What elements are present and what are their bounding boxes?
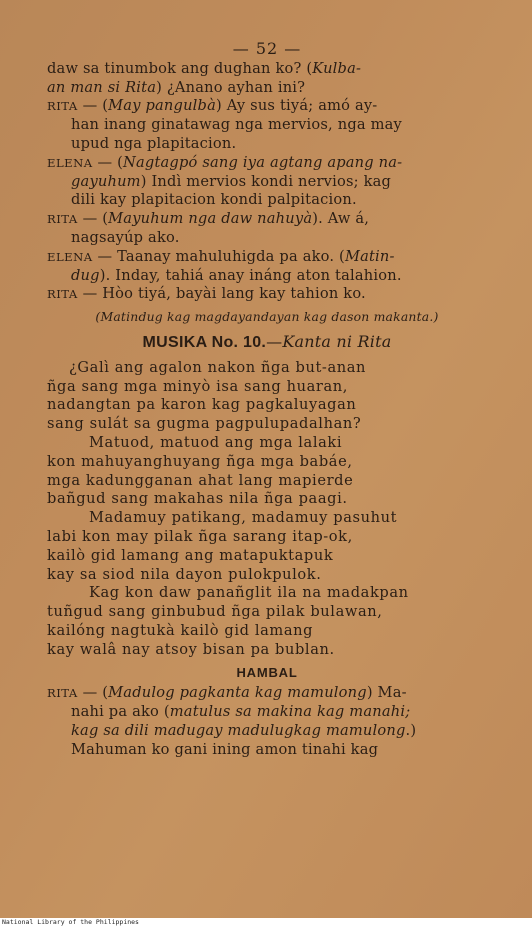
hambal-heading: HAMBAL: [236, 664, 298, 680]
line-text: han inang ginatawag nga mervios, nga may: [71, 116, 402, 134]
song-line: Matuod, matuod ang mga lalaki: [89, 433, 343, 451]
musika-heading: [47, 333, 487, 353]
text-line: [47, 135, 487, 154]
musika-subtitle: Kanta ni Rita: [282, 331, 392, 351]
line-text: ). Aw á,: [312, 210, 370, 228]
line-text: ) Indì mervios kondi nervios; kag: [140, 172, 392, 190]
line-italic: Nagtagpó sang iya agtang apang na-: [123, 153, 403, 171]
text-line: [47, 267, 487, 286]
line-italic: kag sa dili madugay madulugkag mamulong: [71, 721, 406, 739]
line-text: nahi pa ako (: [71, 703, 170, 721]
line-text: — Taanay mahuluhigda pa ako. (: [92, 247, 345, 265]
song-line: nadangtan pa karon kag pagkaluyagan: [47, 396, 357, 414]
musika-dash: —: [266, 331, 283, 351]
text-line: [47, 191, 487, 210]
song-line: labi kon may pilak ñga sarang itap-ok,: [47, 527, 353, 545]
song-line: sang sulát sa gugma pagpulupadalhan?: [47, 415, 362, 433]
line-text: upud nga plapitacion.: [71, 134, 237, 152]
footer-credit: National Library of the Philippines: [0, 918, 532, 927]
page-text: [47, 40, 487, 759]
stage-direction: (Matindug kag magdayandayan kag dason makanta.): [95, 309, 439, 325]
line-text: daw sa tinumbok ang dughan ko? (: [47, 59, 313, 77]
song-line: tuñgud sang ginbubud ñga pilak bulawan,: [47, 603, 383, 621]
text-line: [47, 79, 487, 98]
song-line: kailò gid lamang ang matapuktapuk: [47, 546, 334, 564]
line-text: nagsayúp ako.: [71, 228, 180, 246]
line-text: ) ¿Anano ayhan ini?: [156, 78, 306, 96]
text-line: [47, 722, 487, 741]
song-line: Madamuy patikang, madamuy pasuhut: [89, 509, 398, 527]
song-line: ¿Galì ang agalon nakon ñga but-anan: [69, 358, 367, 376]
song-line: Kag kon daw panañglit ila na madakpan: [89, 584, 409, 602]
song-line: kay sa siod nila dayon pulokpulok.: [47, 565, 322, 583]
line-text: ) Ay sus tiyá; amó ay-: [215, 97, 378, 115]
speaker-name: ELENA: [47, 155, 93, 170]
speaker-name: ELENA: [47, 249, 93, 264]
text-line: [47, 248, 487, 267]
text-line: [47, 154, 487, 173]
song-line: kon mahuyanghuyang ñga mga babáe,: [47, 452, 353, 470]
speaker-name: RITA: [47, 287, 78, 302]
song-verses: [47, 359, 487, 660]
line-text: ) Ma-: [366, 684, 407, 702]
song-line: kay walâ nay atsoy bisan pa bublan.: [47, 640, 335, 658]
line-italic: Matin-: [344, 247, 395, 265]
line-text: — (: [77, 210, 109, 228]
line-text: — (: [77, 684, 109, 702]
line-text: Mahuman ko gani ining amon tinahi kag: [71, 740, 379, 758]
page-number: — 52 —: [232, 39, 302, 58]
text-line: [47, 285, 487, 304]
speaker-name: RITA: [47, 686, 78, 701]
song-line: kailóng nagtukà kailò gid lamang: [47, 621, 314, 639]
line-text: — (: [92, 153, 124, 171]
line-italic: matulus sa makina kag manahi;: [169, 703, 411, 721]
speaker-name: RITA: [47, 99, 78, 114]
line-italic: Kulba-: [312, 59, 362, 77]
line-italic: dug: [71, 266, 100, 284]
text-line: [47, 97, 487, 116]
text-line: [47, 741, 487, 760]
line-italic: Mayuhum nga daw nahuyà: [108, 210, 313, 228]
text-line: [47, 703, 487, 722]
song-line: mga kadungganan ahat lang mapierde: [47, 471, 354, 489]
text-line: [47, 116, 487, 135]
text-line: [47, 60, 487, 79]
line-text: — Hòo tiyá, bayài lang kay tahion ko.: [77, 285, 366, 303]
text-line: [47, 229, 487, 248]
line-text: .): [405, 721, 417, 739]
line-text: — (: [77, 97, 109, 115]
musika-title: MUSIKA No. 10.: [142, 333, 267, 351]
text-line: [47, 684, 487, 703]
line-italic: gayuhum: [71, 172, 141, 190]
line-italic: May pangulbà: [108, 97, 216, 115]
text-line: [47, 173, 487, 192]
line-italic: Madulog pagkanta kag mamulong: [108, 684, 367, 702]
song-line: ñga sang mga minyò isa sang huaran,: [47, 377, 349, 395]
line-text: ). Inday, tahiá anay ináng aton talahion.: [99, 266, 402, 284]
line-text: dili kay plapitacion kondi palpitacion.: [71, 191, 357, 209]
text-line: [47, 210, 487, 229]
speaker-name: RITA: [47, 212, 78, 227]
song-line: bañgud sang makahas nila ñga paagi.: [47, 490, 348, 508]
line-italic: an man si Rita: [47, 78, 157, 96]
